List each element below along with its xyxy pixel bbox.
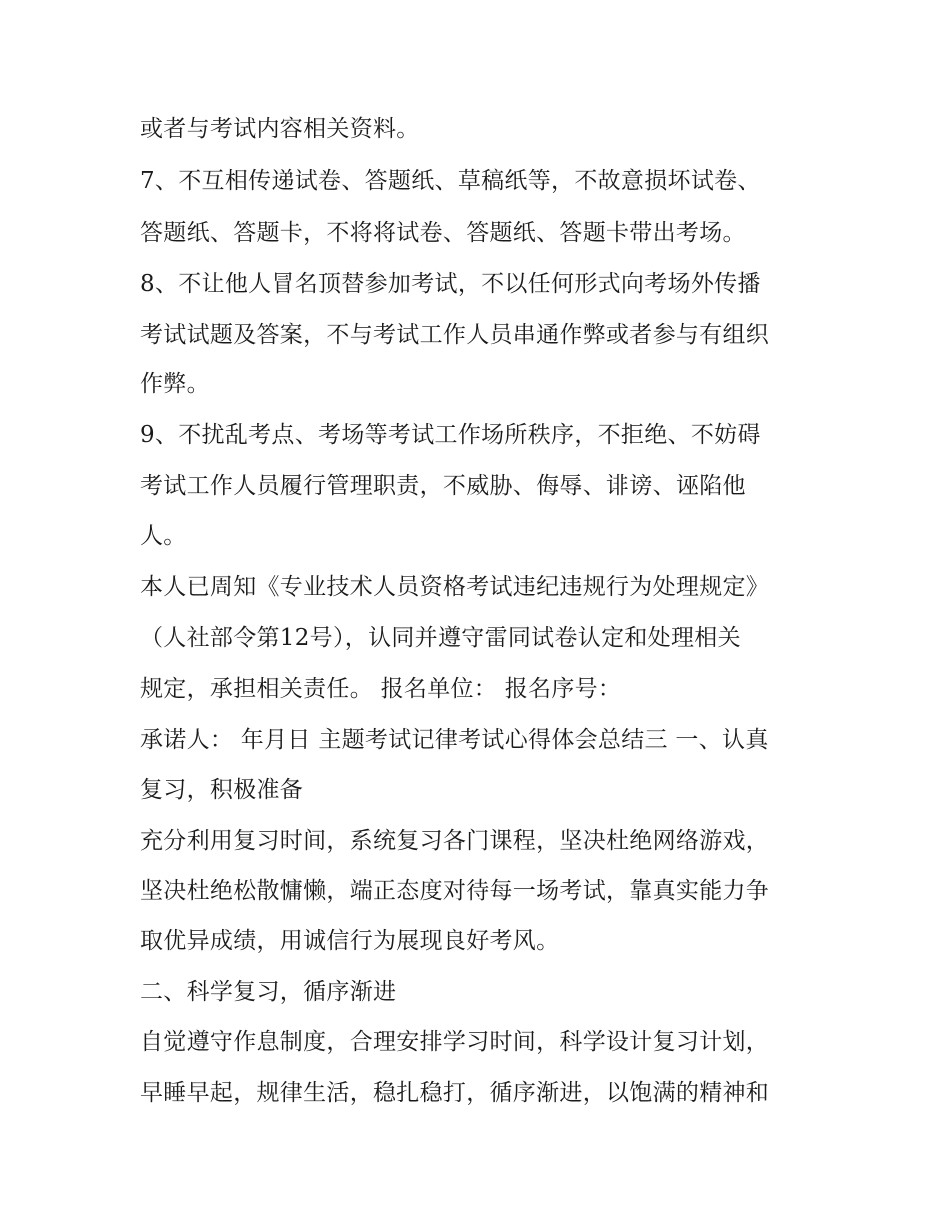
text-line-1: 或者与考试内容相关资料。 (140, 116, 420, 142)
text-line-10: 本人已周知《专业技术人员资格考试违纪违规行为处理规定》 (140, 574, 770, 600)
text-line-7: 9、不扰乱考点、考场等考试工作场所秩序，不拒绝、不妨碍 (140, 422, 761, 448)
text-line-15: 充分利用复习时间，系统复习各门课程，坚决杜绝网络游戏， (140, 828, 770, 854)
text-line-3: 答题纸、答题卡，不将将试卷、答题纸、答题卡带出考场。 (140, 220, 746, 246)
text-line-16: 坚决杜绝松散慵懒，端正态度对待每一场考试，靠真实能力争 (140, 878, 770, 904)
text-line-9: 人。 (140, 523, 187, 549)
text-line-13: 承诺人： 年月日 主题考试记律考试心得体会总结三 一、认真 (140, 727, 769, 753)
text-line-18: 二、科学复习，循序渐进 (140, 979, 397, 1005)
text-line-11: （人社部令第12号），认同并遵守雷同试卷认定和处理相关 (140, 625, 741, 651)
text-line-20: 早睡早起，规律生活，稳扎稳打，循序渐进，以饱满的精神和 (140, 1080, 770, 1106)
text-line-2: 7、不互相传递试卷、答题纸、草稿纸等，不故意损坏试卷、 (140, 168, 761, 194)
text-line-19: 自觉遵守作息制度，合理安排学习时间，科学设计复习计划， (140, 1029, 770, 1055)
text-line-5: 考试试题及答案，不与考试工作人员串通作弊或者参与有组织 (140, 322, 770, 348)
text-line-17: 取优异成绩，用诚信行为展现良好考风。 (140, 928, 560, 954)
text-line-4: 8、不让他人冒名顶替参加考试，不以任何形式向考场外传播 (140, 271, 761, 297)
text-line-6: 作弊。 (140, 371, 210, 397)
text-line-14: 复习，积极准备 (140, 777, 304, 803)
text-line-12: 规定，承担相关责任。 报名单位： 报名序号： (140, 676, 622, 702)
text-line-8: 考试工作人员履行管理职责，不威胁、侮辱、诽谤、诬陷他 (140, 473, 746, 499)
